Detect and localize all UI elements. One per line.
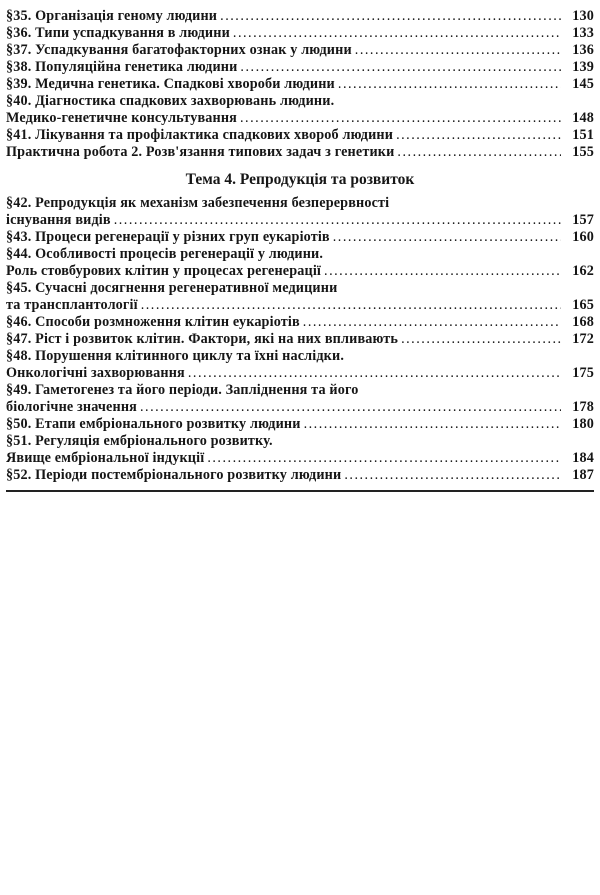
toc-page-number: 184 bbox=[572, 450, 594, 466]
toc-entry-title: Практична робота 2. Розв'язання типових задач з генетики bbox=[6, 144, 395, 160]
toc-entry-line bbox=[6, 450, 594, 467]
toc-leader-dots bbox=[140, 399, 561, 416]
toc-page-number: 136 bbox=[572, 42, 594, 58]
toc-entry[interactable] bbox=[6, 314, 594, 331]
toc-entry-line bbox=[6, 212, 594, 229]
toc-entry-title: Медико-генетичне консультування bbox=[6, 110, 237, 126]
toc-leader-dots bbox=[207, 450, 561, 467]
toc-entry[interactable] bbox=[6, 467, 594, 484]
toc-leader-dots bbox=[114, 212, 561, 229]
toc-entry-line bbox=[6, 280, 594, 297]
toc-entry-line bbox=[6, 110, 594, 127]
toc-entry[interactable] bbox=[6, 229, 594, 246]
toc-entry-title: §41. Лікування та профілактика спадкових хвороб людини bbox=[6, 127, 394, 143]
toc-entry-line bbox=[6, 8, 594, 25]
toc-page-number: 155 bbox=[572, 144, 594, 160]
toc-entry-line bbox=[6, 195, 594, 212]
toc-entry-title: §40. Діагностика спадкових захворювань людини. bbox=[6, 93, 335, 109]
toc-entry[interactable] bbox=[6, 144, 594, 161]
toc-entry[interactable] bbox=[6, 25, 594, 42]
toc-leader-dots bbox=[333, 229, 561, 246]
toc-entry-title: §42. Репродукція як механізм забезпечення безперервності bbox=[6, 195, 390, 211]
toc-leader-dots bbox=[304, 416, 561, 433]
toc-entry[interactable] bbox=[6, 42, 594, 59]
toc-page-number: 187 bbox=[572, 467, 594, 483]
toc-page-number: 178 bbox=[572, 399, 594, 415]
toc-entry[interactable] bbox=[6, 93, 594, 127]
toc-entry-title: §49. Гаметогенез та його періоди. Запліднення та його bbox=[6, 382, 359, 398]
toc-entry-line bbox=[6, 399, 594, 416]
toc-entry-title: §43. Процеси регенерації у різних груп еукаріотів bbox=[6, 229, 330, 245]
toc-entry-title: §48. Порушення клітинного циклу та їхні наслідки. bbox=[6, 348, 345, 364]
toc-leader-dots bbox=[401, 331, 561, 348]
toc-page-number: 130 bbox=[572, 8, 594, 24]
toc-entry-line bbox=[6, 246, 594, 263]
toc-leader-dots bbox=[141, 297, 561, 314]
toc-entry-line bbox=[6, 416, 594, 433]
toc-entry-title: §44. Особливості процесів регенерації у людини. bbox=[6, 246, 324, 262]
toc-entry[interactable] bbox=[6, 382, 594, 416]
toc-entry-line bbox=[6, 314, 594, 331]
toc-entry-title: §47. Ріст і розвиток клітин. Фактори, які на них впливають bbox=[6, 331, 399, 347]
toc-entry-title: §39. Медична генетика. Спадкові хвороби людини bbox=[6, 76, 335, 92]
toc-entry-title: §36. Типи успадкування в людини bbox=[6, 25, 230, 41]
toc-entry-line bbox=[6, 229, 594, 246]
toc-page-number: 151 bbox=[572, 127, 594, 143]
toc-leader-dots bbox=[240, 59, 561, 76]
toc-entry-line bbox=[6, 365, 594, 382]
toc-entry-line bbox=[6, 25, 594, 42]
toc-page-number: 133 bbox=[572, 25, 594, 41]
toc-entry[interactable] bbox=[6, 416, 594, 433]
toc-entry-title: §38. Популяційна генетика людини bbox=[6, 59, 238, 75]
toc-entry-line bbox=[6, 331, 594, 348]
toc-entry-title: та трансплантології bbox=[6, 297, 138, 313]
toc-page-number: 162 bbox=[572, 263, 594, 279]
toc-page-number: 157 bbox=[572, 212, 594, 228]
toc-page-number: 139 bbox=[572, 59, 594, 75]
toc-entry[interactable] bbox=[6, 8, 594, 25]
toc-entry[interactable] bbox=[6, 280, 594, 314]
toc-entry-line bbox=[6, 433, 594, 450]
toc-entry-title: §50. Етапи ембріонального розвитку людини bbox=[6, 416, 301, 432]
toc-entry-title: Онкологічні захворювання bbox=[6, 365, 185, 381]
toc-page-number: 175 bbox=[572, 365, 594, 381]
toc-entry[interactable] bbox=[6, 195, 594, 229]
toc-entry-line bbox=[6, 348, 594, 365]
toc-leader-dots bbox=[396, 127, 561, 144]
toc-leader-dots bbox=[240, 110, 561, 127]
toc-page-number: 172 bbox=[572, 331, 594, 347]
toc-entry-line bbox=[6, 263, 594, 280]
toc-entry-line bbox=[6, 297, 594, 314]
toc-entry[interactable] bbox=[6, 76, 594, 93]
table-of-contents-page bbox=[6, 8, 594, 484]
bottom-divider bbox=[6, 490, 594, 492]
toc-leader-dots bbox=[233, 25, 561, 42]
toc-entry-line bbox=[6, 467, 594, 484]
toc-entry[interactable] bbox=[6, 348, 594, 382]
toc-entry-line bbox=[6, 93, 594, 110]
toc-leader-dots bbox=[338, 76, 561, 93]
toc-entry-line bbox=[6, 76, 594, 93]
toc-entry-title: Явище ембріональної індукції bbox=[6, 450, 205, 466]
toc-entry-title: існування видів bbox=[6, 212, 111, 228]
toc-page-number: 160 bbox=[572, 229, 594, 245]
toc-entry-title: §52. Періоди постембріонального розвитку людини bbox=[6, 467, 342, 483]
toc-leader-dots bbox=[397, 144, 561, 161]
toc-entry-line bbox=[6, 42, 594, 59]
toc-entry[interactable] bbox=[6, 433, 594, 467]
toc-page-number: 168 bbox=[572, 314, 594, 330]
toc-entry-title: §51. Регуляція ембріонального розвитку. bbox=[6, 433, 273, 449]
toc-entry-title: §35. Організація геному людини bbox=[6, 8, 218, 24]
toc-leader-dots bbox=[220, 8, 561, 25]
toc-leader-dots bbox=[303, 314, 561, 331]
toc-list-bottom bbox=[6, 195, 594, 484]
toc-entry-title: Роль стовбурових клітин у процесах регенерації bbox=[6, 263, 322, 279]
toc-page-number: 145 bbox=[572, 76, 594, 92]
toc-entry-line bbox=[6, 382, 594, 399]
toc-entry-title: §37. Успадкування багатофакторних ознак у людини bbox=[6, 42, 352, 58]
toc-entry-title: біологічне значення bbox=[6, 399, 137, 415]
toc-page-number: 180 bbox=[572, 416, 594, 432]
toc-entry-line bbox=[6, 127, 594, 144]
toc-entry[interactable] bbox=[6, 59, 594, 76]
toc-entry-title: §45. Сучасні досягнення регенеративної медицини bbox=[6, 280, 338, 296]
toc-leader-dots bbox=[188, 365, 561, 382]
toc-entry-title: §46. Способи розмноження клітин еукаріотів bbox=[6, 314, 300, 330]
toc-leader-dots bbox=[344, 467, 561, 484]
toc-entry[interactable] bbox=[6, 331, 594, 348]
toc-entry-line bbox=[6, 144, 594, 161]
toc-leader-dots bbox=[355, 42, 561, 59]
toc-page-number: 165 bbox=[572, 297, 594, 313]
toc-page-number: 148 bbox=[572, 110, 594, 126]
toc-leader-dots bbox=[324, 263, 561, 280]
toc-entry-line bbox=[6, 59, 594, 76]
toc-entry[interactable] bbox=[6, 246, 594, 280]
toc-list-top bbox=[6, 8, 594, 161]
section-heading: Тема 4. Репродукція та розвиток bbox=[185, 171, 415, 188]
toc-entry[interactable] bbox=[6, 127, 594, 144]
